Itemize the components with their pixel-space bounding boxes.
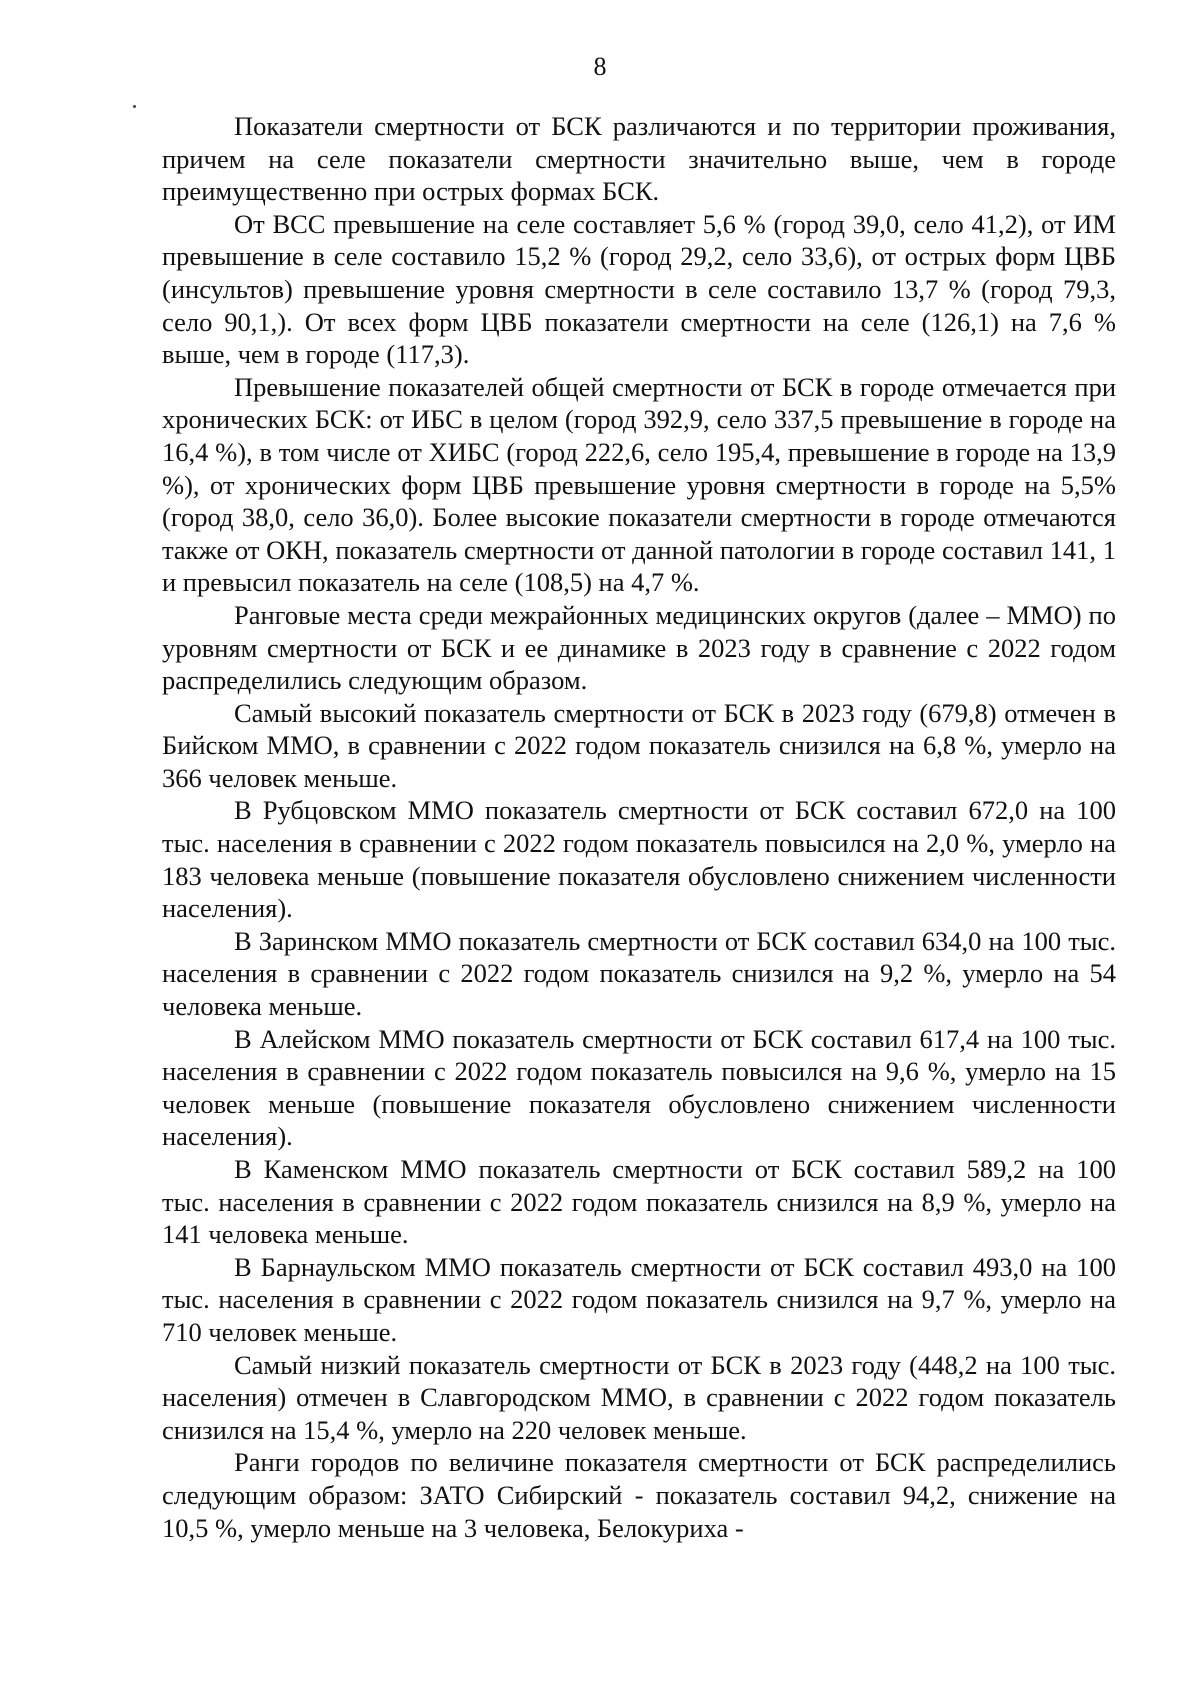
paragraph-kamensk-mmo: В Каменском ММО показатель смертности от БСК составил 589,2 на 100 тыс. населения в сравнении с 2022 годом показатель снизился на 8,9 %, умерло на 141 человека меньше. [162,1154,1116,1250]
body-text [162,110,1116,1544]
paragraph-zarinsk-mmo: В Заринском ММО показатель смертности от БСК составил 634,0 на 100 тыс. населения в сравнении с 2022 годом показатель снизился на 9,2 %, умерло на 54 человека меньше. [162,925,1116,1022]
page-number: 8 [593,52,607,81]
paragraph-mmo-ranking-intro: Ранговые места среди межрайонных медицинских округов (далее – ММО) по уровням смертности от БСК и ее динамике в 2023 году в сравнение с 2022 годом распределились следующим образом. [162,599,1116,696]
paragraph-slavgorod-mmo: Самый низкий показатель смертности от БСК в 2023 году (448,2 на 100 тыс. населения) отмечен в Славгородском ММО, в сравнении с 2022 годом показатель снизился на 15,4 %, умерло на 220 человек меньше. [162,1349,1116,1445]
paragraph-city-ranks: Ранги городов по величине показателя смертности от БСК распределились следующим образом: ЗАТО Сибирский - показатель составил 94,2, снижение на 10,5 %, умерло меньше на 3 человека, Белокуриха - [162,1447,1116,1543]
scan-speck [133,105,136,108]
paragraph-barnaul-mmo: В Барнаульском ММО показатель смертности от БСК составил 493,0 на 100 тыс. населения в сравнении с 2022 годом показатель снизился на 9,7 %, умерло на 710 человек меньше. [162,1251,1116,1347]
paragraph-biysk-mmo: Самый высокий показатель смертности от БСК в 2023 году (679,8) отмечен в Бийском ММО, в сравнении с 2022 годом показатель снизился на 6,8 %, умерло на 366 человек меньше. [162,697,1116,793]
paragraph-rubtsovsk-mmo: В Рубцовском ММО показатель смертности от БСК составил 672,0 на 100 тыс. населения в сравнении с 2022 годом показатель повысился на 2,0 %, умерло на 183 человека меньше (повышение показателя обусловлено снижением численности населения). [162,795,1116,924]
paragraph-rural-excess: От ВСС превышение на селе составляет 5,6 % (город 39,0, село 41,2), от ИМ превышение в селе составило 15,2 % (город 29,2, село 33,6), от острых форм ЦВБ (инсультов) превышение уровня смертности в селе составило 13,7 % (город 79,3, село 90,1,). От всех форм ЦВБ показатели смертности на селе (126,1) на 7,6 % выше, чем в городе (117,3). [162,208,1116,370]
paragraph-territory-difference: Показатели смертности от БСК различаются и по территории проживания, причем на селе показатели смертности значительно выше, чем в городе преимущественно при острых формах БСК. [162,111,1116,207]
paragraph-aleysk-mmo: В Алейском ММО показатель смертности от БСК составил 617,4 на 100 тыс. населения в сравнении с 2022 годом показатель повысился на 9,6 %, умерло на 15 человек меньше (повышение показателя обусловлено снижением численности населения). [162,1023,1116,1152]
paragraph-urban-excess: Превышение показателей общей смертности от БСК в городе отмечается при хронических БСК: от ИБС в целом (город 392,9, село 337,5 превышение в городе на 16,4 %), в том числе от ХИБС (город 222,6, село 195,4, превышение в городе на 13,9 %), от хронических форм ЦВБ превышение уровня смертности в городе на 5,5% (город 38,0, село 36,0). Более высокие показатели смертности в городе отмечаются также от ОКН, показатель смертности от данной патологии в городе составил 141, 1 и превысил показатель на селе (108,5) на 4,7 %. [162,371,1116,598]
